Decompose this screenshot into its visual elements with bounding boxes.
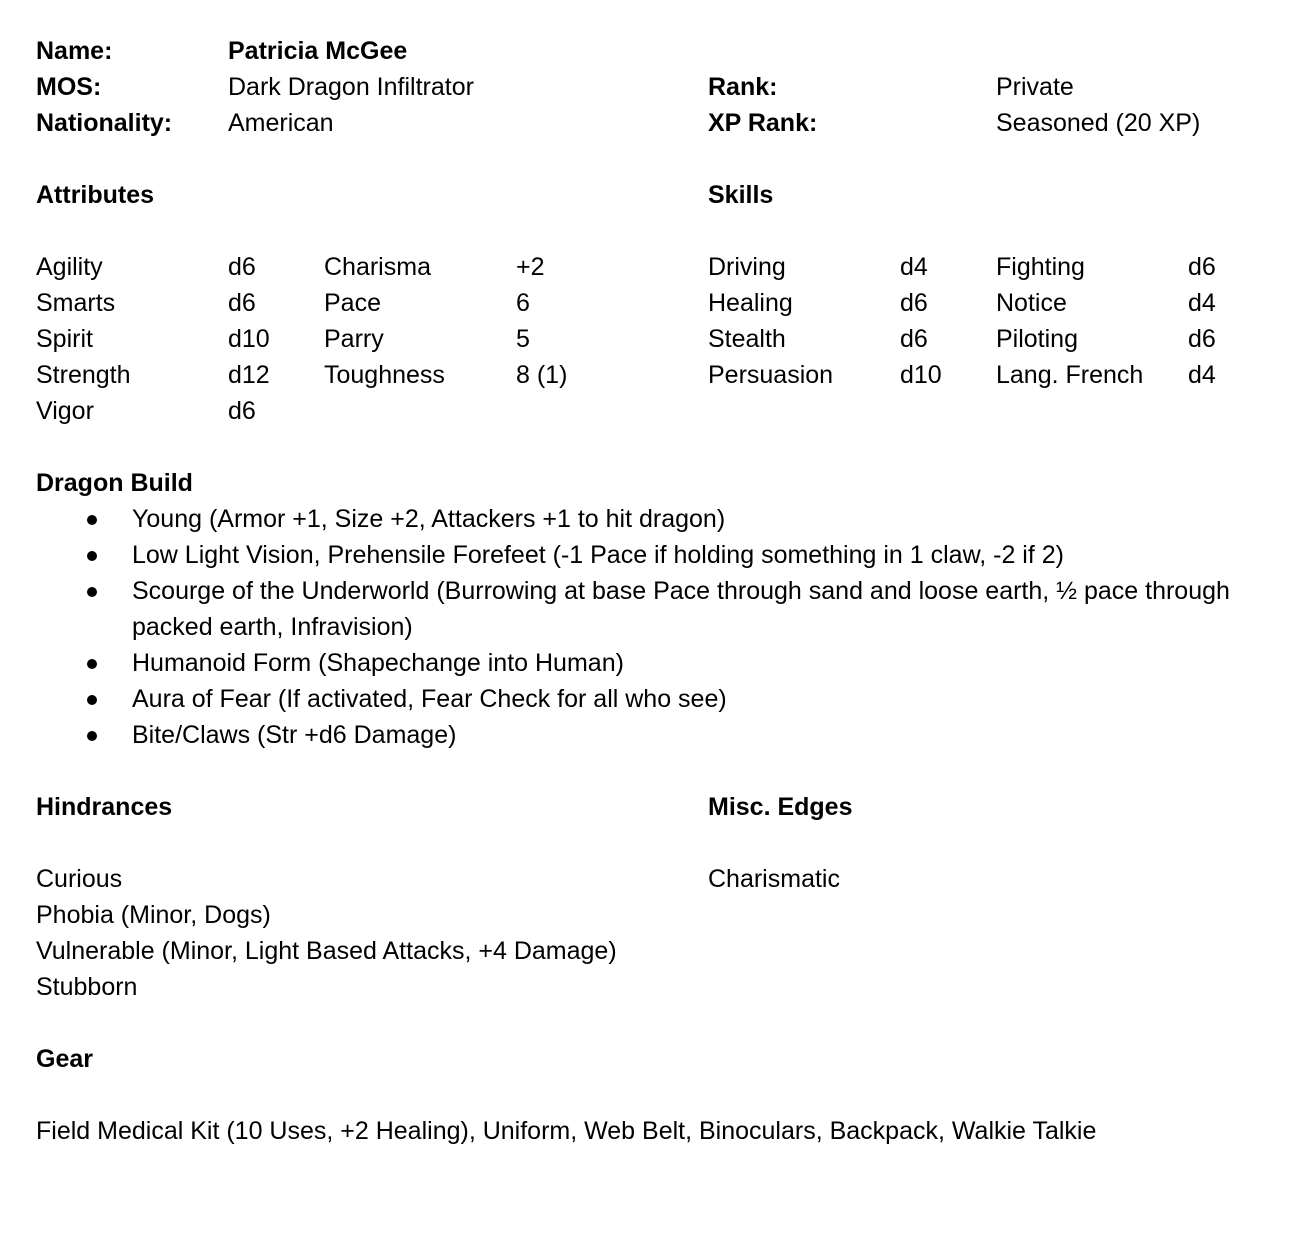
dragon-build-item: Scourge of the Underworld (Burrowing at base Pace through sand and loose earth, ½ pace through packed earth, Infravision) — [132, 577, 1230, 641]
xp-rank-value: Seasoned (20 XP) — [996, 109, 1201, 137]
skill-value: d4 — [900, 253, 928, 281]
attribute-value: d6 — [228, 397, 256, 425]
bullet-icon — [87, 515, 97, 525]
skill-name: Lang. French — [996, 361, 1144, 389]
hindrance-item: Vulnerable (Minor, Light Based Attacks, +4 Damage) — [36, 937, 617, 965]
attribute-value: d12 — [228, 361, 270, 389]
edges-heading: Misc. Edges — [708, 793, 853, 821]
rank-value: Private — [996, 73, 1074, 101]
dragon-build-item: Bite/Claws (Str +d6 Damage) — [132, 721, 457, 749]
xp-rank-label: XP Rank: — [708, 109, 818, 137]
bullet-icon — [87, 695, 97, 705]
skill-name: Piloting — [996, 325, 1078, 353]
attribute-name: Vigor — [36, 397, 94, 425]
dragon-build-item: Low Light Vision, Prehensile Forefeet (-1 Pace if holding something in 1 claw, -2 if 2) — [132, 541, 1064, 569]
attribute-value: d6 — [228, 253, 256, 281]
bullet-icon — [87, 659, 97, 669]
attribute-name: Strength — [36, 361, 131, 389]
nationality-value: American — [228, 109, 334, 137]
attribute-name: Agility — [36, 253, 103, 281]
rank-label: Rank: — [708, 73, 778, 101]
skill-value: d6 — [900, 289, 928, 317]
gear-heading: Gear — [36, 1045, 93, 1073]
derived-stat-value: 5 — [516, 325, 530, 353]
hindrances-heading: Hindrances — [36, 793, 173, 821]
bullet-icon — [87, 551, 97, 561]
skill-value: d6 — [1188, 253, 1216, 281]
attribute-value: d10 — [228, 325, 270, 353]
derived-stat-value: +2 — [516, 253, 545, 281]
mos-value: Dark Dragon Infiltrator — [228, 73, 474, 101]
skill-name: Notice — [996, 289, 1067, 317]
skill-value: d6 — [900, 325, 928, 353]
skills-heading: Skills — [708, 181, 774, 209]
derived-stat-value: 6 — [516, 289, 530, 317]
bullet-icon — [87, 731, 97, 741]
skill-name: Persuasion — [708, 361, 834, 389]
hindrance-item: Curious — [36, 865, 123, 893]
skill-value: d6 — [1188, 325, 1216, 353]
derived-stat-value: 8 (1) — [516, 361, 568, 389]
dragon-build-item: Young (Armor +1, Size +2, Attackers +1 to hit dragon) — [132, 505, 726, 533]
skill-name: Healing — [708, 289, 793, 317]
skill-name: Fighting — [996, 253, 1085, 281]
skill-value: d4 — [1188, 361, 1216, 389]
name-label: Name: — [36, 37, 113, 65]
derived-stat-name: Pace — [324, 289, 381, 317]
bullet-icon — [87, 587, 97, 597]
derived-stat-name: Parry — [324, 325, 384, 353]
nationality-label: Nationality: — [36, 109, 173, 137]
skill-name: Stealth — [708, 325, 786, 353]
mos-label: MOS: — [36, 73, 102, 101]
derived-stat-name: Toughness — [324, 361, 445, 389]
edge-item: Charismatic — [708, 865, 840, 893]
attribute-value: d6 — [228, 289, 256, 317]
attribute-name: Spirit — [36, 325, 93, 353]
skill-name: Driving — [708, 253, 786, 281]
dragon-build-item: Humanoid Form (Shapechange into Human) — [132, 649, 624, 677]
derived-stat-name: Charisma — [324, 253, 431, 281]
dragon-build-item: Aura of Fear (If activated, Fear Check for all who see) — [132, 685, 727, 713]
gear-list: Field Medical Kit (10 Uses, +2 Healing), Uniform, Web Belt, Binoculars, Backpack, Walkie Talkie — [36, 1117, 1097, 1145]
skill-value: d10 — [900, 361, 942, 389]
hindrance-item: Phobia (Minor, Dogs) — [36, 901, 271, 929]
name-value: Patricia McGee — [228, 37, 408, 65]
attribute-name: Smarts — [36, 289, 116, 317]
skill-value: d4 — [1188, 289, 1216, 317]
attributes-heading: Attributes — [36, 181, 155, 209]
dragon-build-heading: Dragon Build — [36, 469, 193, 497]
hindrance-item: Stubborn — [36, 973, 138, 1001]
